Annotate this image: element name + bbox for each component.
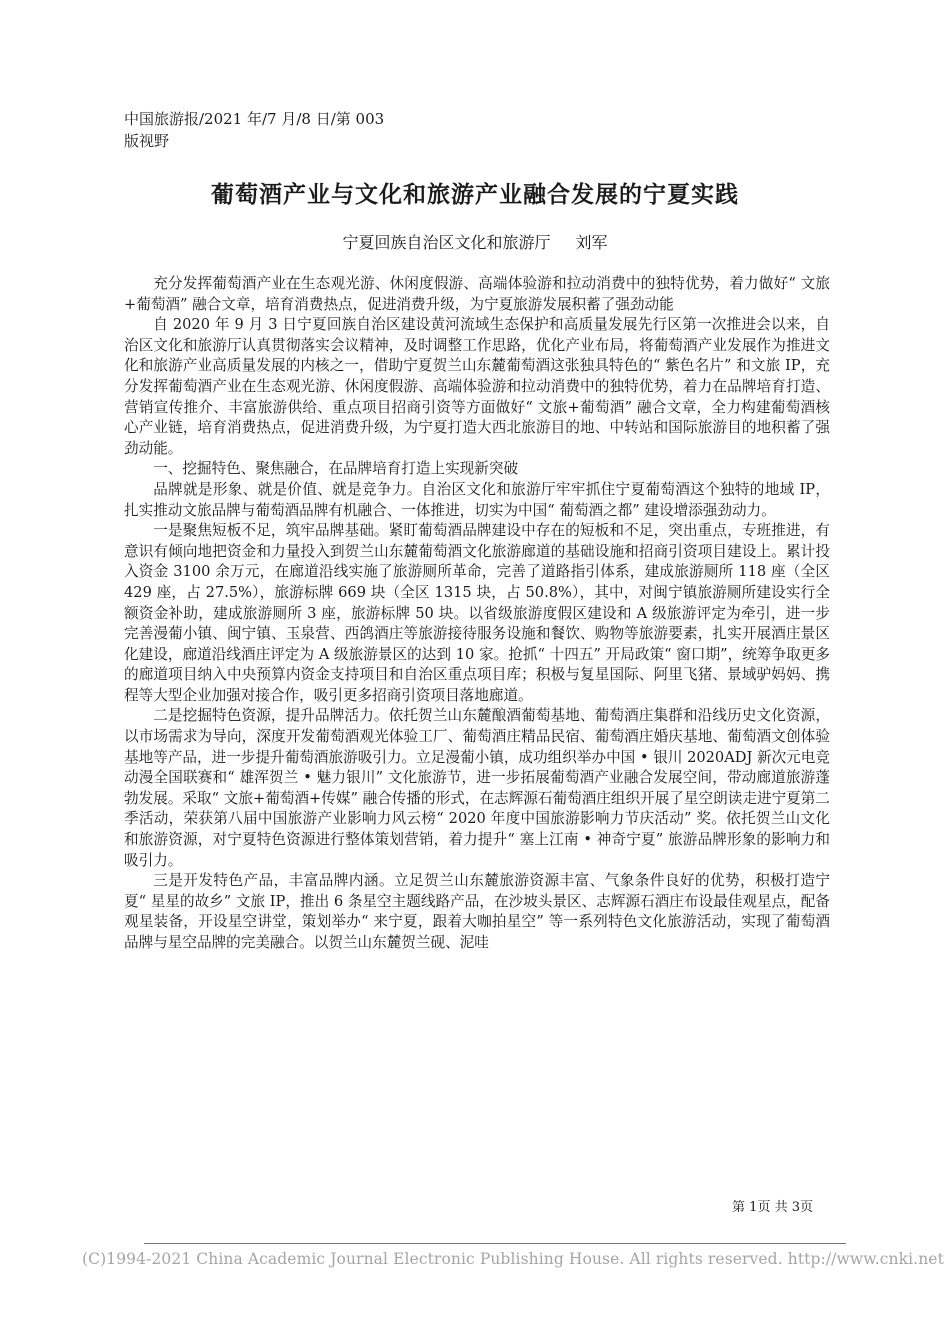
copyright-footer: (C)1994-2021 China Academic Journal Electronic Publishing House. All rights reserved. http://www.cnki.net (82, 1250, 944, 1268)
page-number: 第 1页 共 3页 (732, 1200, 813, 1215)
paragraph: 充分发挥葡萄酒产业在生态观光游、休闲度假游、高端体验游和拉动消费中的独特优势，着力做好“ 文旅+葡萄酒” 融合文章，培育消费热点，促进消费升级，为宁夏旅游发展积蓄了强劲动能 (124, 275, 830, 313)
paragraph: 一是聚焦短板不足，筑牢品牌基础。紧盯葡萄酒品牌建设中存在的短板和不足，突出重点，专班推进，有意识有倾向地把资金和力量投入到贺兰山东麓葡萄酒文化旅游廊道的基础设施和招商引资项目建设上。累计投入资金 3100 余万元，在廊道沿线实施了旅游厕所革命，完善了道路指引体系，建成旅游厕所 118 座（全区 429 座，占 27.5%），旅游标牌 669 块（全区 1315 块，占 50.8%），其中，对闽宁镇旅游厕所建设实行全额资金补助，建成旅游厕所 3 座，旅游标牌 50 块。以省级旅游度假区建设和 A 级旅游评定为牵引，进一步完善漫葡小镇、闽宁镇、玉泉营、西鸽酒庄等旅游接待服务设施和餐饮、购物等旅游要素，扎实开展酒庄景区化建设，廊道沿线酒庄评定为 A 级旅游景区的达到 10 家。抢抓“ 十四五” 开局政策“ 窗口期”，统筹争取更多的廊道项目纳入中央预算内资金支持项目和自治区重点项目库；积极与复星国际、阿里飞猪、景域驴妈妈、携程等大型企业加强对接合作，吸引更多招商引资项目落地廊道。 (124, 522, 830, 704)
paragraph: 三是开发特色产品，丰富品牌内涵。立足贺兰山东麓旅游资源丰富、气象条件良好的优势，积极打造宁夏“ 星星的故乡” 文旅 IP，推出 6 条星空主题线路产品，在沙坡头景区、志辉源石酒庄布设最佳观星点，配备观星装备，开设星空讲堂，策划举办“ 来宁夏，跟着大咖拍星空” 等一系列特色文化旅游活动，实现了葡萄酒品牌与星空品牌的完美融合。以贺兰山东麓贺兰砚、泥哇 (124, 872, 830, 951)
paragraph: 二是挖掘特色资源，提升品牌活力。依托贺兰山东麓酿酒葡萄基地、葡萄酒庄集群和沿线历史文化资源，以市场需求为导向，深度开发葡萄酒观光体验工厂、葡萄酒庄精品民宿、葡萄酒庄婚庆基地、葡萄酒文创体验基地等产品，进一步提升葡萄酒旅游吸引力。立足漫葡小镇，成功组织举办中国 • 银川 2020ADJ 新次元电竞动漫全国联赛和“ 雄浑贺兰 • 魅力银川” 文化旅游节，进一步拓展葡萄酒产业融合发展空间，带动廊道旅游蓬勃发展。采取“ 文旅+葡萄酒+传媒” 融合传播的形式，在志辉源石葡萄酒庄组织开展了星空朗读走进宁夏第二季活动，荣获第八届中国旅游产业影响力风云榜“ 2020 年度中国旅游影响力节庆活动” 奖。依托贺兰山文化和旅游资源，对宁夏特色资源进行整体策划营销，着力提升“ 塞上江南 • 神奇宁夏” 旅游品牌形象的影响力和吸引力。 (124, 707, 830, 869)
author-org: 宁夏回族自治区文化和旅游厅 (342, 233, 551, 252)
section-heading: 一、挖掘特色、聚焦融合，在品牌培育打造上实现新突破 (153, 460, 519, 478)
article-body (124, 274, 830, 954)
author-line (0, 230, 950, 253)
paragraph: 品牌就是形象、就是价值、就是竞争力。自治区文化和旅游厅牢牢抓住宁夏葡萄酒这个独特的地域 IP，扎实推动文旅品牌与葡萄酒品牌有机融合、一体推进，切实为中国“ 葡萄酒之都” 建设增添强劲动力。 (124, 480, 830, 519)
footer-divider (144, 1243, 846, 1244)
source-line-2: 版视野 (124, 132, 170, 150)
paragraph: 自 2020 年 9 月 3 日宁夏回族自治区建设黄河流域生态保护和高质量发展先行区第一次推进会以来，自治区文化和旅游厅认真贯彻落实会议精神，及时调整工作思路，优化产业布局，将葡萄酒产业发展作为推进文化和旅游产业高质量发展的内核之一，借助宁夏贺兰山东麓葡萄酒这张独具特色的“ 紫色名片” 和文旅 IP，充分发挥葡萄酒产业在生态观光游、休闲度假游、高端体验游和拉动消费中的独特优势，着力在品牌培育打造、营销宣传推介、丰富旅游供给、重点项目招商引资等方面做好“ 文旅+葡萄酒” 融合文章，全力构建葡萄酒核心产业链，培育消费热点，促进消费升级，为宁夏打造大西北旅游目的地、中转站和国际旅游目的地积蓄了强劲动能。 (124, 316, 830, 457)
article-title: 葡萄酒产业与文化和旅游产业融合发展的宁夏实践 (211, 182, 739, 208)
source-line-1: 中国旅游报/2021 年/7 月/8 日/第 003 (124, 110, 385, 128)
publication-source (124, 108, 384, 152)
author-name: 刘军 (575, 233, 608, 252)
